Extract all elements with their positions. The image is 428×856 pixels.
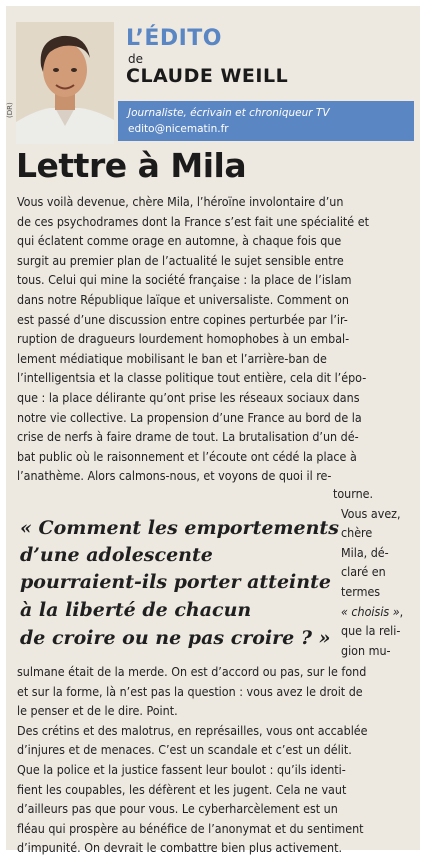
side-line: que la reli-	[341, 623, 401, 639]
author-email[interactable]: edito@nicematin.fr	[128, 123, 229, 135]
body-line: fléau qui prospère au bénéfice de l’anonymat et du sentiment	[17, 820, 364, 836]
body-line: surgit au premier plan de l’actualité le sujet sensible entre	[17, 252, 344, 268]
side-line: termes	[341, 584, 381, 599]
body-line: Vous voilà devenue, chère Mila, l’héroïne involontaire d’un	[17, 194, 344, 209]
article-headline: Lettre à Mila	[16, 146, 247, 185]
body-line: d’injures et de menaces. C’est un scandale et c’est un délit.	[17, 742, 352, 758]
body-line: bat public où le raisonnement et l’écoute ont cédé la place à	[17, 448, 357, 464]
body-line: lement médiatique mobilisant le ban et l’arrière-ban de	[17, 350, 327, 366]
side-line: Mila, dé-	[341, 544, 389, 560]
pull-quote-line: pourraient-ils porter atteinte	[20, 571, 331, 593]
body-line: Que la police et la justice fassent leur boulot : qu’ils identi-	[17, 762, 346, 777]
body-line: que : la place délirante qu’ont prise les réseaux sociaux dans	[17, 390, 360, 405]
author-photo	[16, 22, 114, 144]
body-line: notre vie collective. La propension d’une France au bord de la	[17, 409, 362, 425]
pull-quote-line: d’une adolescente	[20, 544, 213, 566]
body-line: l’anathème. Alors calmons-nous, et voyons de quoi il re-	[17, 468, 332, 484]
body-line: l’intelligentsia et la classe politique tout entière, cela dit l’épo-	[17, 370, 367, 386]
pull-quote-line: de croire ou ne pas croire ? »	[20, 627, 331, 649]
body-line: d’ailleurs pas que pour vous. Le cyberharcèlement est un	[17, 801, 338, 817]
pull-quote-line: « Comment les emportements	[20, 517, 339, 539]
body-line: crise de nerfs à faire drame de tout. La brutalisation d’un dé-	[17, 429, 359, 445]
side-line: Vous avez,	[341, 505, 401, 521]
body-line: Des crétins et des malotrus, en représailles, vous ont accablée	[17, 722, 368, 738]
body-line: et sur la forme, là n’est pas la question : vous avez le droit de	[17, 683, 363, 699]
pull-quote-line: à la liberté de chacun	[20, 599, 252, 621]
author-name: CLAUDE WEILL	[126, 65, 289, 87]
body-line: sulmane était de la merde. On est d’accord ou pas, sur le fond	[17, 664, 367, 679]
side-line: claré en	[341, 564, 386, 580]
author-role: Journaliste, écrivain et chroniqueur TV	[128, 107, 330, 119]
body-line: fient les coupables, les défèrent et les jugent. Cela ne vaut	[17, 781, 347, 797]
photo-credit: (DR)	[6, 102, 14, 118]
body-line: dans notre République laïque et universaliste. Comment on	[17, 292, 349, 307]
side-line: « choisis »,	[341, 603, 404, 619]
body-line: tous. Celui qui mine la société française : la place de l’islam	[17, 272, 352, 288]
body-line: de ces psychodrames dont la France s’est fait une spécialité et	[17, 213, 369, 229]
body-line: ruption de dragueurs lourdement homophobes à un embal-	[17, 331, 350, 347]
body-line: est passé d’une discussion entre copines perturbée par l’ir-	[17, 311, 348, 327]
by-word: de	[128, 52, 143, 66]
body-line: le penser et de le dire. Point.	[17, 703, 178, 719]
section-title: L’ÉDITO	[126, 26, 223, 51]
side-line: chère	[341, 525, 373, 541]
body-line: qui éclatent comme orage en automne, à chaque fois que	[17, 233, 342, 249]
side-line: tourne.	[333, 486, 374, 501]
body-line: d’impunité. On devrait le combattre bien plus activement.	[17, 840, 342, 856]
side-line: gion mu-	[341, 642, 391, 658]
